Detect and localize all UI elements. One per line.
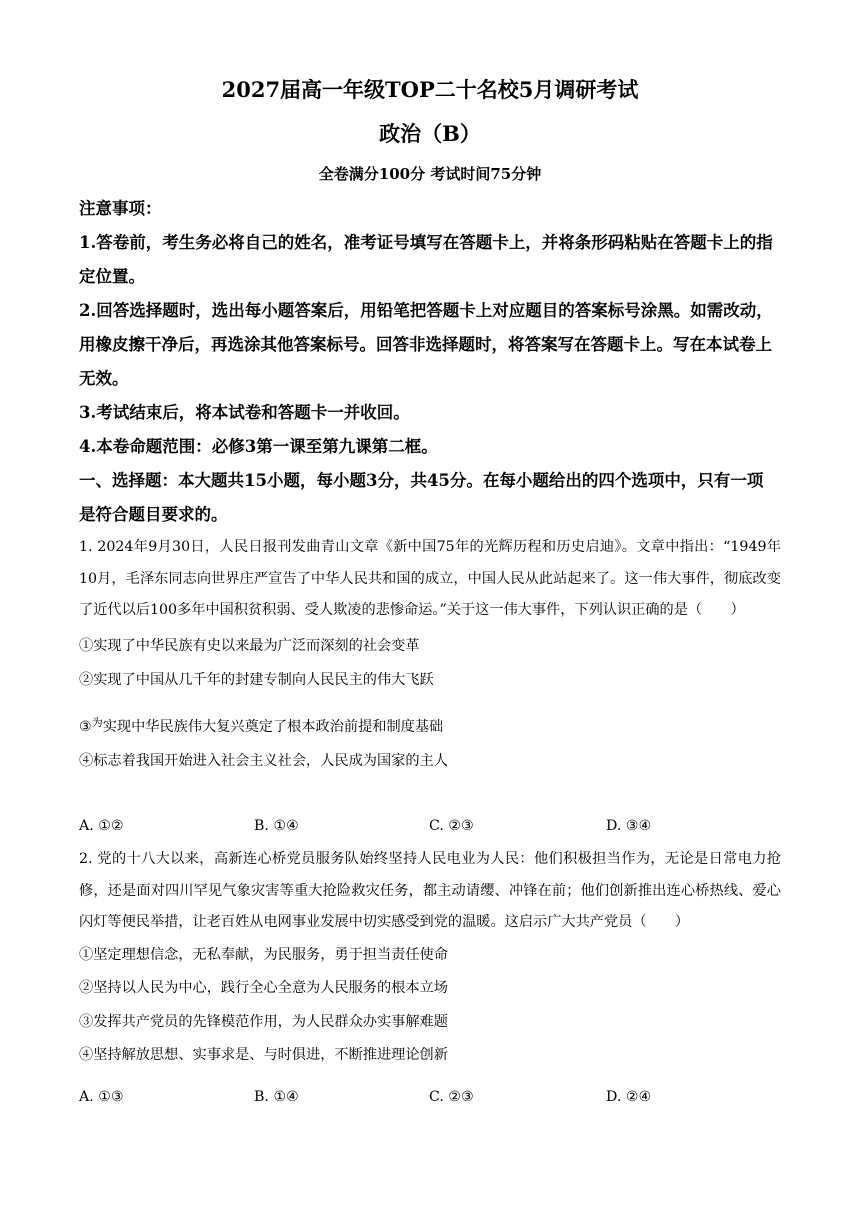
notice-item-2: 2.回答选择题时，选出每小题答案后，用铅笔把答题卡上对应题目的答案标号涂黑。如需改动，用橡皮擦干净后，再选涂其他答案标号。回答非选择题时，将答案写在答题卡上。写在本试卷上无效。	[79, 301, 773, 388]
question-2-stem: 2. 党的十八大以来，高新连心桥党员服务队始终坚持人民电业为人民：他们积极担当作为，无论是日常电力抢修，还是面对四川罕见气象灾害等重大抢险救灾任务，都主动请缨、冲锋在前；他们创新推出连心桥热线、爱心闪灯等便民举措，让老百姓从电网事业发展中切实感受到党的温暖。这启示广大共产党员（ ）	[79, 851, 781, 930]
question-1-statement-2: ②实现了中国从几千年的封建专制向人民民主的伟大飞跃	[79, 672, 434, 688]
statement-3-prefix: ③	[79, 718, 92, 735]
question-1-option-a[interactable]: A. ①②	[79, 818, 124, 834]
notice-item-3: 3.考试结束后，将本试卷和答题卡一并收回。	[79, 403, 410, 422]
exam-title: 2027届高一年级TOP二十名校5月调研考试	[221, 77, 639, 102]
notice-item-4: 4.本卷命题范围：必修3第一课至第九课第二框。	[79, 437, 438, 456]
question-1-option-c[interactable]: C. ②③	[429, 818, 474, 834]
question-2-option-d[interactable]: D. ②④	[606, 1089, 652, 1105]
question-2-statement-4: ④坚持解放思想、实事求是、与时俱进，不断推进理论创新	[79, 1047, 448, 1063]
question-1	[79, 532, 781, 778]
section-heading: 一、选择题：本大题共15小题，每小题3分，共45分。在每小题给出的四个选项中，只有一项是符合题目要求的。	[79, 471, 764, 524]
question-1-statement-3	[79, 707, 781, 744]
question-2	[79, 844, 781, 1073]
statement-3-rest: 实现中华民族伟大复兴奠定了根本政治前提和制度基础	[102, 718, 444, 735]
notice-section	[79, 192, 779, 532]
question-2-option-c[interactable]: C. ②③	[429, 1089, 474, 1105]
statement-3-raised: 为	[91, 715, 103, 729]
exam-info: 全卷满分100分 考试时间75分钟	[318, 165, 542, 183]
question-1-statement-1: ①实现了中华民族有史以来最为广泛而深刻的社会变革	[79, 637, 420, 654]
question-1-option-d[interactable]: D. ③④	[606, 818, 652, 834]
question-2-statement-2: ②坚持以人民为中心，践行全心全意为人民服务的根本立场	[79, 980, 448, 996]
question-1-stem: 1. 2024年9月30日，人民日报刊发曲青山文章《新中国75年的光辉历程和历史启迪》。文章中指出：“1949年10月，毛泽东同志向世界庄严宣告了中华人民共和国的成立，中国人民从此站起来了。这一伟大事件，彻底改变了近代以后100多年中国积贫积弱、受人欺凌的悲惨命运。”关于这一伟大事件，下列认识正确的是（ ）	[79, 539, 781, 618]
question-1-statement-4: ④标志着我国开始进入社会主义社会，人民成为国家的主人	[79, 753, 448, 769]
question-2-options	[79, 1082, 781, 1112]
notice-heading: 注意事项：	[79, 199, 162, 218]
question-2-statement-3: ③发挥共产党员的先锋模范作用，为人民群众办实事解难题	[79, 1013, 448, 1030]
question-2-option-a[interactable]: A. ①③	[79, 1089, 124, 1105]
question-2-option-b[interactable]: B. ①④	[254, 1089, 299, 1105]
question-1-options	[79, 811, 781, 841]
question-1-option-b[interactable]: B. ①④	[254, 818, 299, 834]
question-2-statement-1: ①坚定理想信念，无私奉献，为民服务，勇于担当责任使命	[79, 946, 448, 963]
exam-subject: 政治（B）	[379, 121, 481, 146]
notice-item-1: 1.答卷前，考生务必将自己的姓名，准考证号填写在答题卡上，并将条形码粘贴在答题卡上的指定位置。	[79, 233, 773, 286]
